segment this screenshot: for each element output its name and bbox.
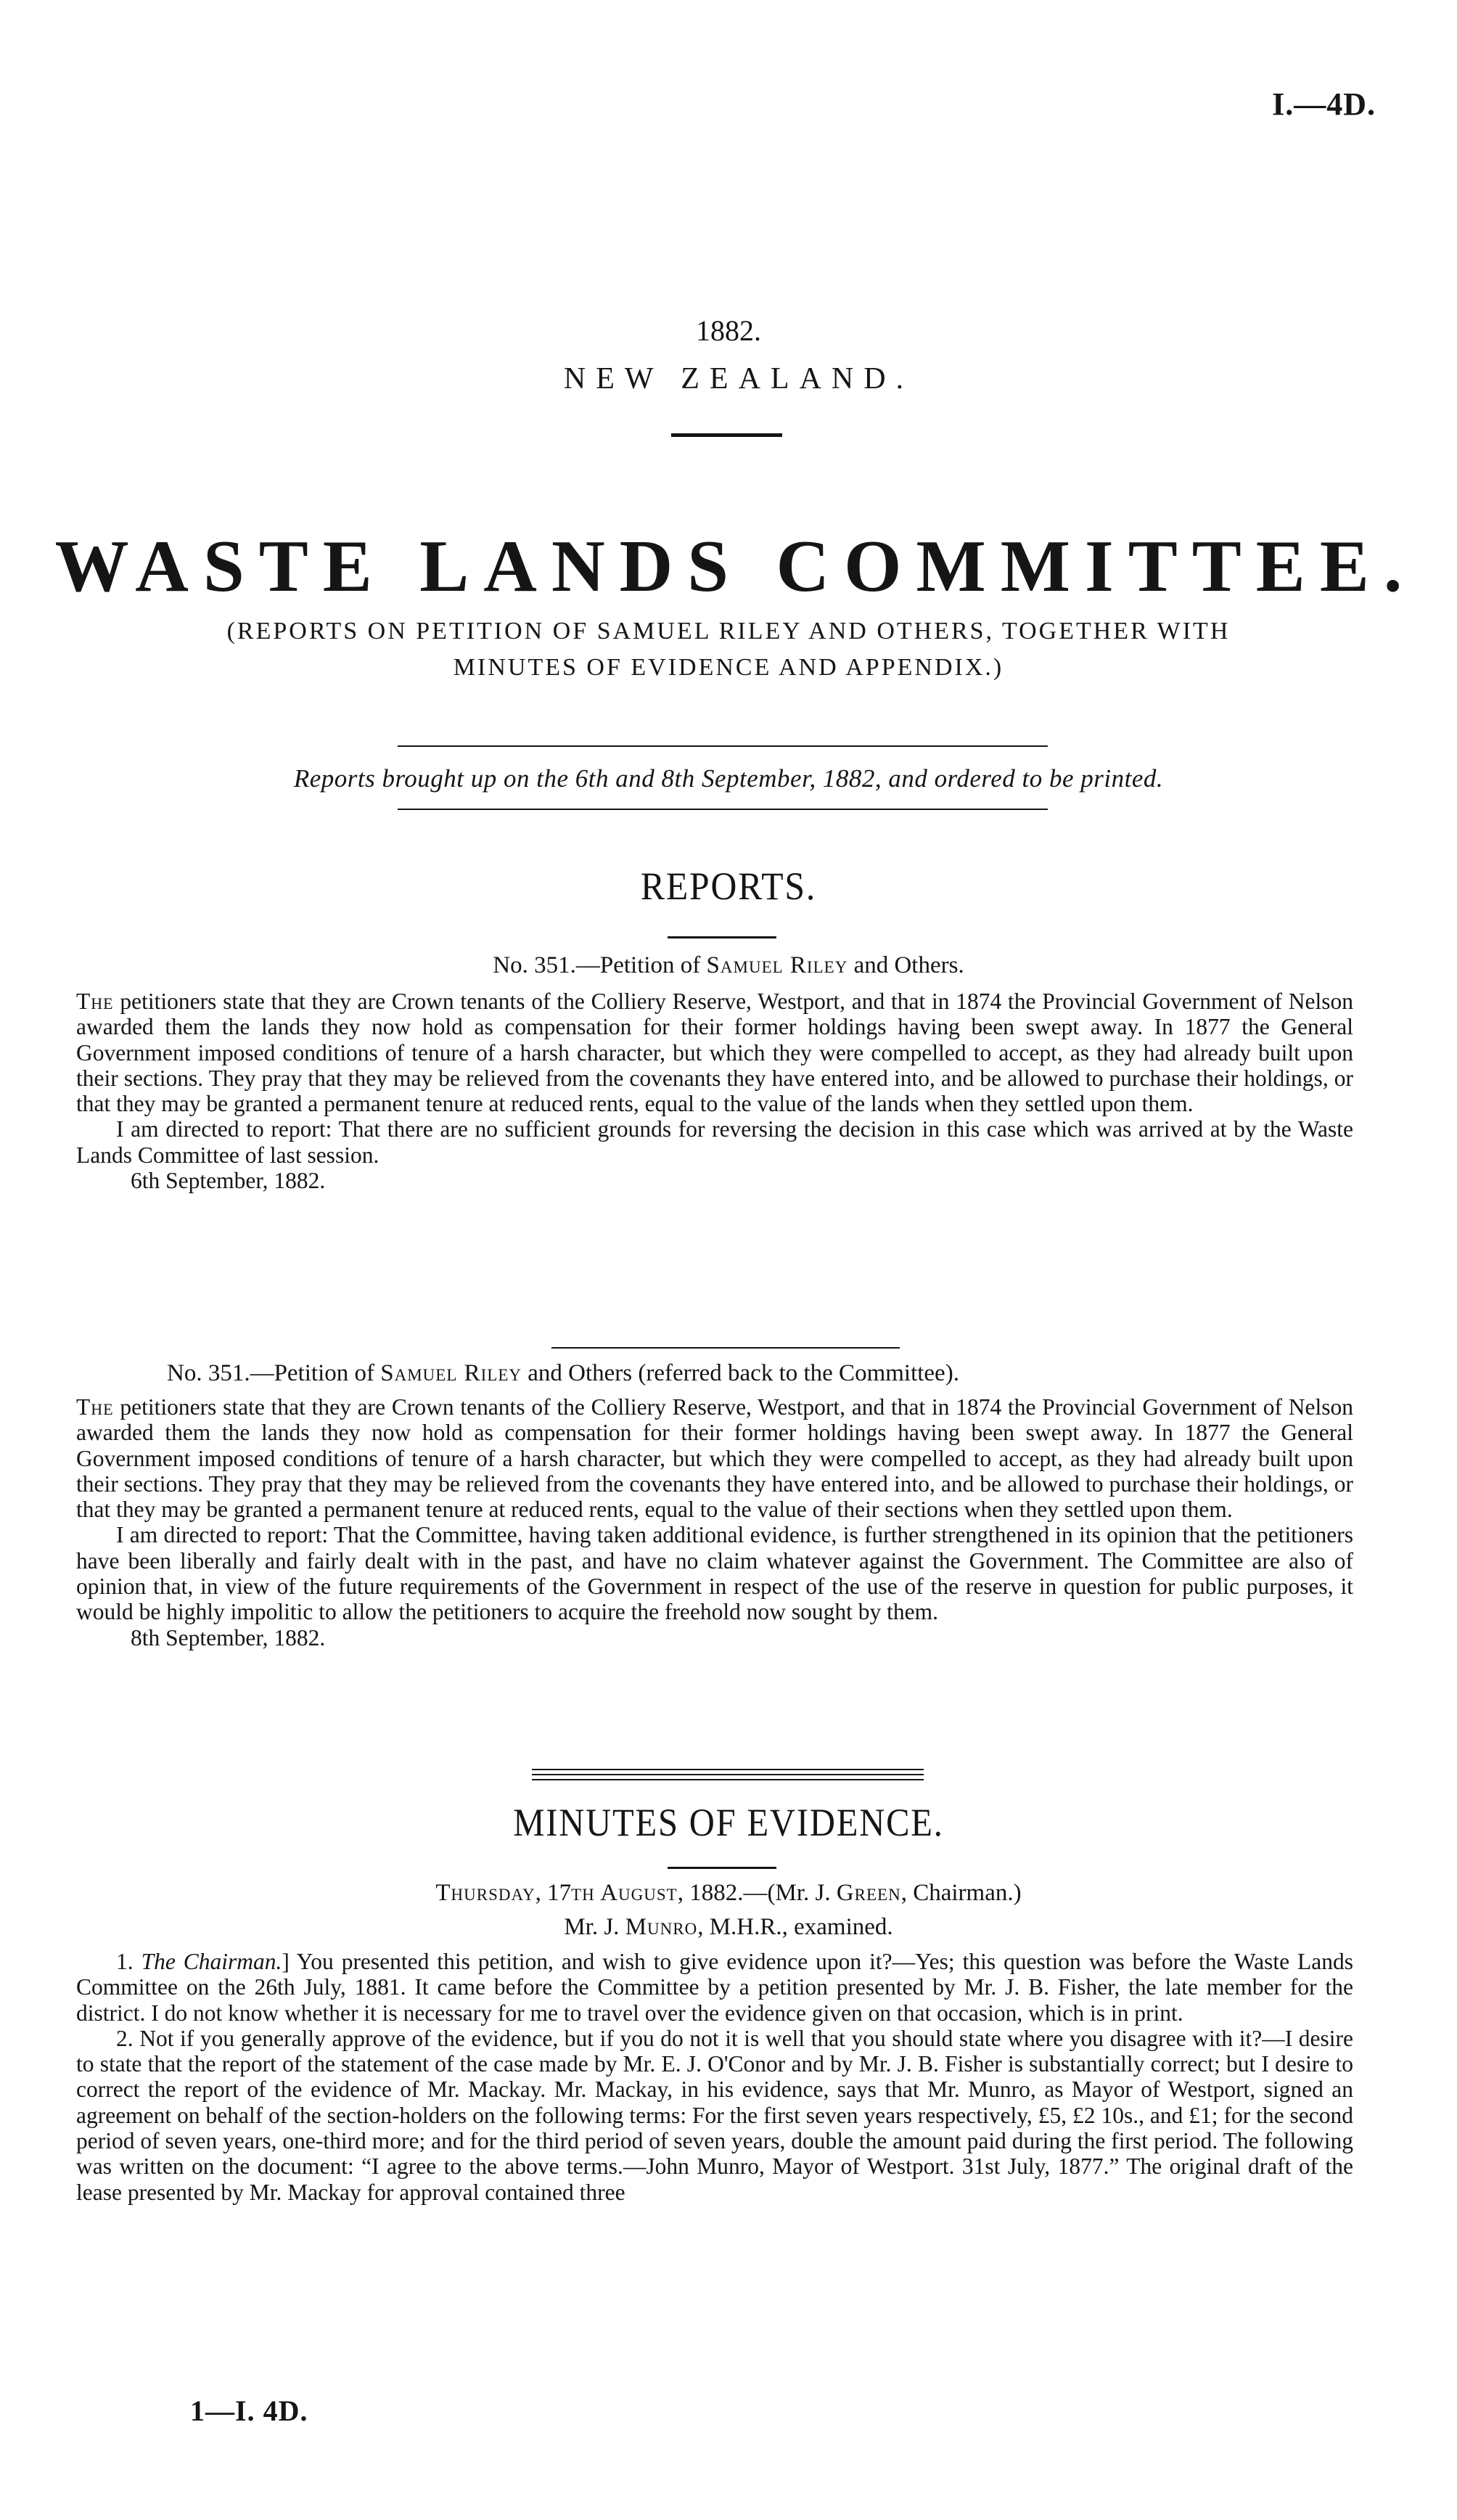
minutes-rule-2 [532, 1774, 924, 1775]
report-2-petitioner-name: Samuel Riley [380, 1360, 522, 1386]
session-day: Thursday [435, 1880, 535, 1906]
report-1-heading-post: and Others. [847, 952, 964, 978]
reports-rule [668, 936, 776, 938]
report-1-date: 6th September, 1882. [131, 1168, 326, 1194]
witness-line [0, 1914, 1457, 1941]
main-title: WASTE LANDS COMMITTEE. [54, 525, 1417, 608]
ordered-rule-bottom [398, 809, 1048, 810]
report-2-heading-pre: No. 351.—Petition of [167, 1360, 381, 1386]
page-footer-signature: 1—I. 4D. [190, 2394, 308, 2427]
report-2-para-2: I am directed to report: That the Committee, having taken additional evidence, is further strengthened in its opinion that the petitioners have been liberally and fairly dealt with in the past, and have no claim whatever against the Government. The Committee are also of opinion that, in view of the future requirements of the Government in respect of the use of the reserve in question for public purposes, it would be highly impolitic to allow the petitioners to acquire the freehold now sought by them. [76, 1522, 1353, 1625]
question-1-number: 1. [116, 1949, 141, 1974]
report-2-heading [167, 1360, 959, 1387]
report-2-lead: The [76, 1394, 114, 1420]
minutes-heading: MINUTES OF EVIDENCE. [513, 1801, 944, 1844]
report-2-para-1-text: petitioners state that they are Crown tenants of the Colliery Reserve, Westport, and that in 1874 the Provincial Government of Nelson awarded them the lands they now hold as compensation for their former holdings having been swept away. In 1877 the General Government imposed conditions of tenure of a harsh character, but which they were compelled to accept, as they had already built upon their sections. They pray that they may be relieved from the covenants they have entered into, and be allowed to purchase their holdings, or that they may be granted a permanent tenure at reduced rents, equal to the value of their sections when they settled upon them. [76, 1394, 1353, 1523]
subtitle-line-2: MINUTES OF EVIDENCE AND APPENDIX.) [453, 654, 1004, 681]
witness-pre: Mr. J. [564, 1914, 625, 1940]
report-1-petitioner-name: Samuel Riley [706, 952, 848, 978]
session-chair-name: Green [836, 1880, 901, 1906]
question-1 [76, 1949, 1353, 2026]
reports-heading: REPORTS. [640, 864, 817, 908]
session-th: th [571, 1880, 595, 1906]
report-2-para-1 [76, 1394, 1353, 1522]
ordered-to-print-text: Reports brought up on the 6th and 8th September, 1882, and ordered to be printed. [293, 764, 1164, 793]
minutes-heading-rule [668, 1867, 776, 1869]
report-1-para-2: I am directed to report: That there are no sufficient grounds for reversing the decision in this case which was arrived at by the Waste Lands Committee of last session. [76, 1116, 1353, 1168]
ordered-to-print [0, 764, 1457, 793]
question-1-text: ] You presented this petition, and wish to give evidence upon it?—Yes; this question was before the Waste Lands Committee on the 26th July, 1881. It came before the Committee by a petition presented by Mr. J. B. Fisher, the late member for the district. I do not know whether it is necessary for me to travel over the evidence given on that occasion, which is in print. [76, 1949, 1353, 2026]
session-end: , Chairman.) [900, 1880, 1022, 1906]
session-month: August [594, 1880, 678, 1906]
subtitle-line-1: (REPORTS ON PETITION OF SAMUEL RILEY AND OTHERS, TOGETHER WITH [226, 618, 1231, 645]
report-1-heading [0, 952, 1457, 979]
ordered-rule-top [398, 745, 1048, 747]
witness-post: , M.H.R., examined. [697, 1914, 893, 1940]
report-1-body [76, 989, 1353, 1193]
title-rule-short [671, 433, 782, 437]
report-2-heading-post: and Others (referred back to the Committee). [522, 1360, 959, 1386]
minutes-rule-1 [532, 1769, 924, 1770]
report-1-heading-pre: No. 351.—Petition of [493, 952, 707, 978]
report-2-body [76, 1394, 1353, 1650]
session-line [0, 1880, 1457, 1907]
year: 1882. [696, 314, 761, 347]
country-heading: NEW ZEALAND. [563, 362, 914, 396]
report-separator-rule [551, 1347, 900, 1349]
question-2: 2. Not if you generally approve of the evidence, but if you do not it is well that you should state where you disagree with it?—I desire to state that the report of the statement of the case made by Mr. E. J. O'Conor and by Mr. J. B. Fisher is substantially correct; but I desire to correct the report of the evidence of Mr. Mackay. Mr. Mackay, in his evidence, says that Mr. Munro, as Mayor of Westport, signed an agreement on behalf of the section-holders on the following terms: For the first seven years respectively, £5, £2 10s., and £1; for the second period of seven years, one-third more; and for the third period of seven years, double the amount paid during the first period. The following was written on the document: “I agree to the above terms.—John Munro, Mayor of Westport. 31st July, 1877.” The original draft of the lease presented by Mr. Mackay for approval contained three [76, 2025, 1353, 2205]
minutes-rule-3 [532, 1779, 924, 1780]
report-1-para-1 [76, 989, 1353, 1116]
report-1-para-1-text: petitioners state that they are Crown tenants of the Colliery Reserve, Westport, and that in 1874 the Provincial Government of Nelson awarded them the lands they now hold as compensation for their former holdings having been swept away. In 1877 the General Government imposed conditions of tenure of a harsh character, but which they were compelled to accept, as they had already built upon their sections. They pray that they may be relieved from the covenants they have entered into, and be allowed to purchase their holdings, or that they may be granted a permanent tenure at reduced rents, equal to the value of the lands when they settled upon them. [76, 989, 1353, 1117]
page-code: I.—4D. [1272, 86, 1376, 122]
report-2-date: 8th September, 1882. [131, 1624, 326, 1650]
session-date: , 17 [535, 1880, 572, 1906]
evidence-body [76, 1949, 1353, 2205]
witness-name: Munro [625, 1914, 698, 1940]
report-1-lead: The [76, 989, 114, 1014]
question-1-speaker: The Chairman. [141, 1949, 282, 1974]
session-rest: , 1882.—(Mr. J. [677, 1880, 837, 1906]
